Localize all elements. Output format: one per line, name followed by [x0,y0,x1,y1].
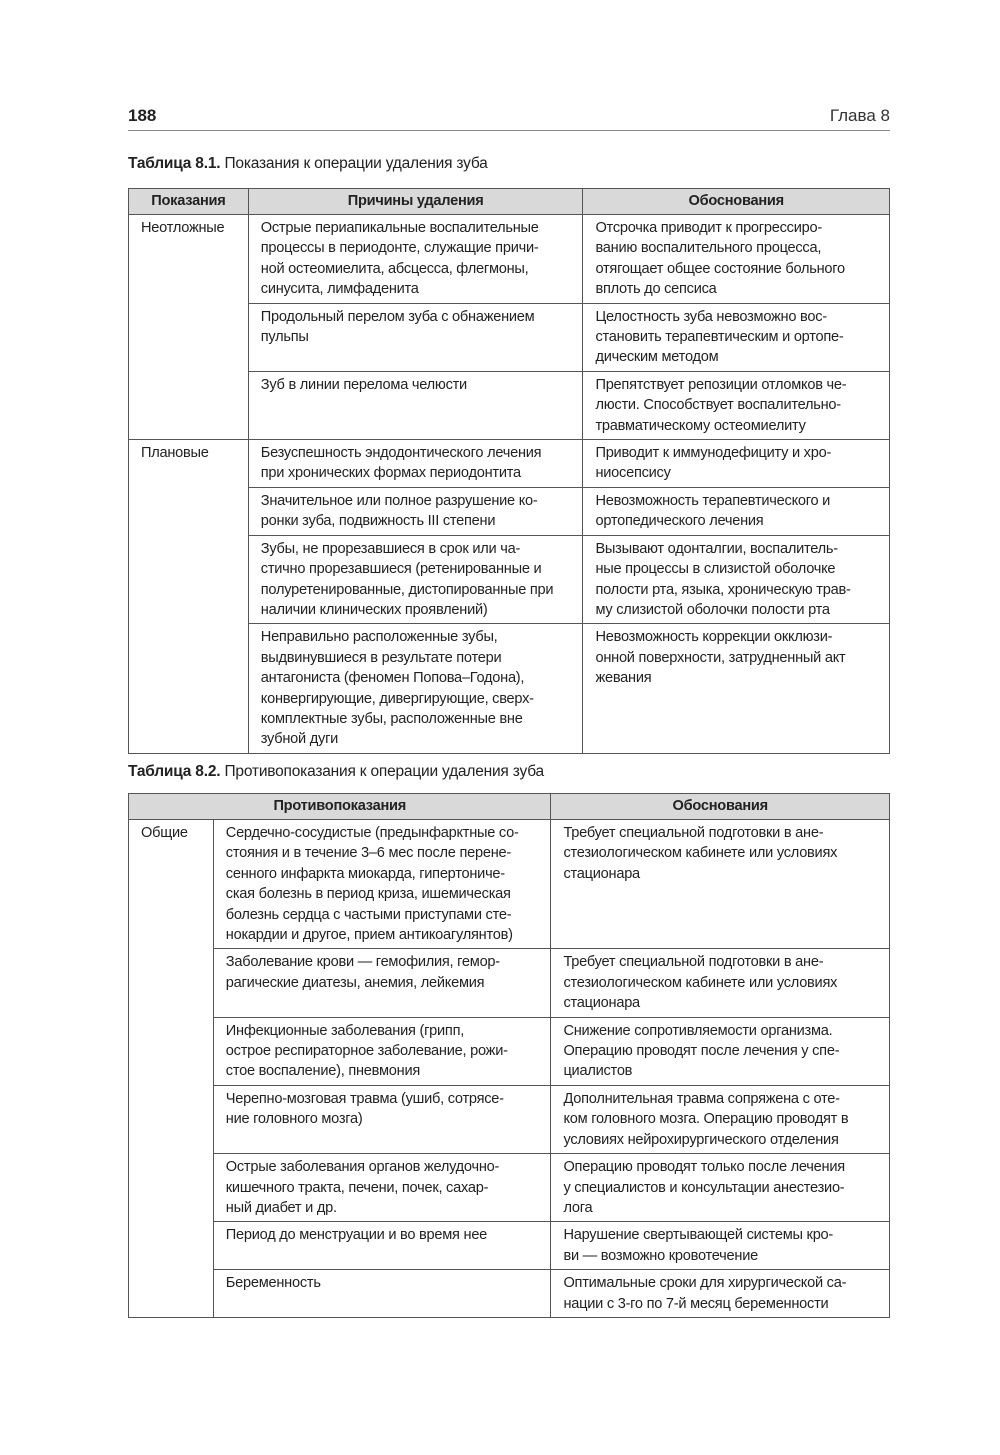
justification-cell: Операцию проводят только после лечения у специалистов и консультации анестезио- лога [551,1154,890,1222]
table1-caption-label: Таблица 8.1. [128,155,221,172]
justification-cell: Вызывают одонталгии, воспалитель- ные процессы в слизистой оболочке полости рта, языка, хроническую трав- му слизистой оболочки полости рта [583,535,890,624]
column-header: Причины удаления [248,189,583,215]
justification-cell: Отсрочка приводит к прогрессиро- ванию воспалительного процесса, отягощает общее состояние больного вплоть до сепсиса [583,215,890,304]
reason-cell: Безуспешность эндодонтического лечения при хронических формах периодонтита [248,440,583,488]
reason-cell: Период до менструации и во время нее [213,1222,551,1270]
reason-cell: Беременность [213,1270,551,1318]
table-header-row [129,794,890,820]
page-number: 188 [128,106,157,125]
reason-cell: Значительное или полное разрушение ко- ронки зуба, подвижность III степени [248,487,583,535]
reason-cell: Зуб в линии перелома челюсти [248,371,583,439]
table1-caption-text: Показания к операции удаления зуба [220,155,488,172]
reason-cell: Инфекционные заболевания (грипп, острое респираторное заболевание, рожи- стое воспаление), пневмония [213,1017,551,1085]
justification-cell: Дополнительная травма сопряжена с оте- ком головного мозга. Операцию проводят в условиях нейрохирургического отделения [551,1085,890,1153]
table-row [129,1085,890,1153]
table-row [129,1017,890,1085]
chapter-title: Глава 8 [829,106,890,125]
justification-cell: Снижение сопротивляемости организма. Операцию проводят после лечения у спе- циалистов [551,1017,890,1085]
justification-cell: Требует специальной подготовки в ане- стезиологическом кабинете или условиях стационара [551,820,890,949]
justification-cell: Невозможность коррекции окклюзи- онной поверхности, затрудненный акт жевания [583,624,890,753]
table-row [129,1222,890,1270]
category-cell: Неотложные [129,215,249,440]
column-header: Противопоказания [129,794,551,820]
justification-cell: Оптимальные сроки для хирургической са- нации с 3-го по 7-й месяц беременности [551,1270,890,1318]
category-cell: Плановые [129,440,249,754]
column-header: Обоснования [551,794,890,820]
table-row [129,949,890,1017]
table-row [129,820,890,949]
reason-cell: Острые периапикальные воспалительные процессы в периодонте, служащие причи- ной остеомиелита, абсцесса, флегмоны, синусита, лимфаденита [248,215,583,304]
column-header: Обоснования [583,189,890,215]
justification-cell: Целостность зуба невозможно вос- становить терапевтическим и ортопе- дическим методом [583,303,890,371]
justification-cell: Препятствует репозиции отломков че- люсти. Способствует воспалительно- травматическому остеомиелиту [583,371,890,439]
table-row [129,1154,890,1222]
table-contraindications [128,793,890,1318]
justification-cell: Приводит к иммунодефициту и хро- ниосепсису [583,440,890,488]
table-header-row [129,189,890,215]
reason-cell: Продольный перелом зуба с обнажением пульпы [248,303,583,371]
justification-cell: Нарушение свертывающей системы кро- ви — возможно кровотечение [551,1222,890,1270]
table-row [129,215,890,304]
reason-cell: Черепно-мозговая травма (ушиб, сотрясе- ние головного мозга) [213,1085,551,1153]
table2-caption-label: Таблица 8.2. [128,763,221,780]
table-row [129,1270,890,1318]
justification-cell: Невозможность терапевтического и ортопедического лечения [583,487,890,535]
justification-cell: Требует специальной подготовки в ане- стезиологическом кабинете или условиях стационара [551,949,890,1017]
reason-cell: Неправильно расположенные зубы, выдвинувшиеся в результате потери антагониста (феномен Попова–Годона), конвергирующие, дивергирующие, сверх- комплектные зубы, расположенные вне зубной дуги [248,624,583,753]
category-cell: Общие [129,820,214,1318]
table2-caption-text: Противопоказания к операции удаления зуба [220,763,544,780]
column-header: Показания [129,189,249,215]
table2-caption [128,763,544,781]
table1-caption [128,155,488,173]
reason-cell: Острые заболевания органов желудочно- кишечного тракта, печени, почек, сахар- ный диабет и др. [213,1154,551,1222]
reason-cell: Заболевание крови — гемофилия, гемор- рагические диатезы, анемия, лейкемия [213,949,551,1017]
table-row [129,440,890,488]
reason-cell: Сердечно-сосудистые (предынфарктные со- стояния и в течение 3–6 мес после перене- сенного инфаркта миокарда, гипертониче- ская болезнь в период криза, ишемическая болезнь сердца с частыми приступами сте- нокардии и другое, прием антикоагулянтов) [213,820,551,949]
reason-cell: Зубы, не прорезавшиеся в срок или ча- стично прорезавшиеся (ретенированные и полуретенированные, дистопированные при наличии клинических проявлений) [248,535,583,624]
running-header [128,104,890,131]
table-indications [128,188,890,754]
